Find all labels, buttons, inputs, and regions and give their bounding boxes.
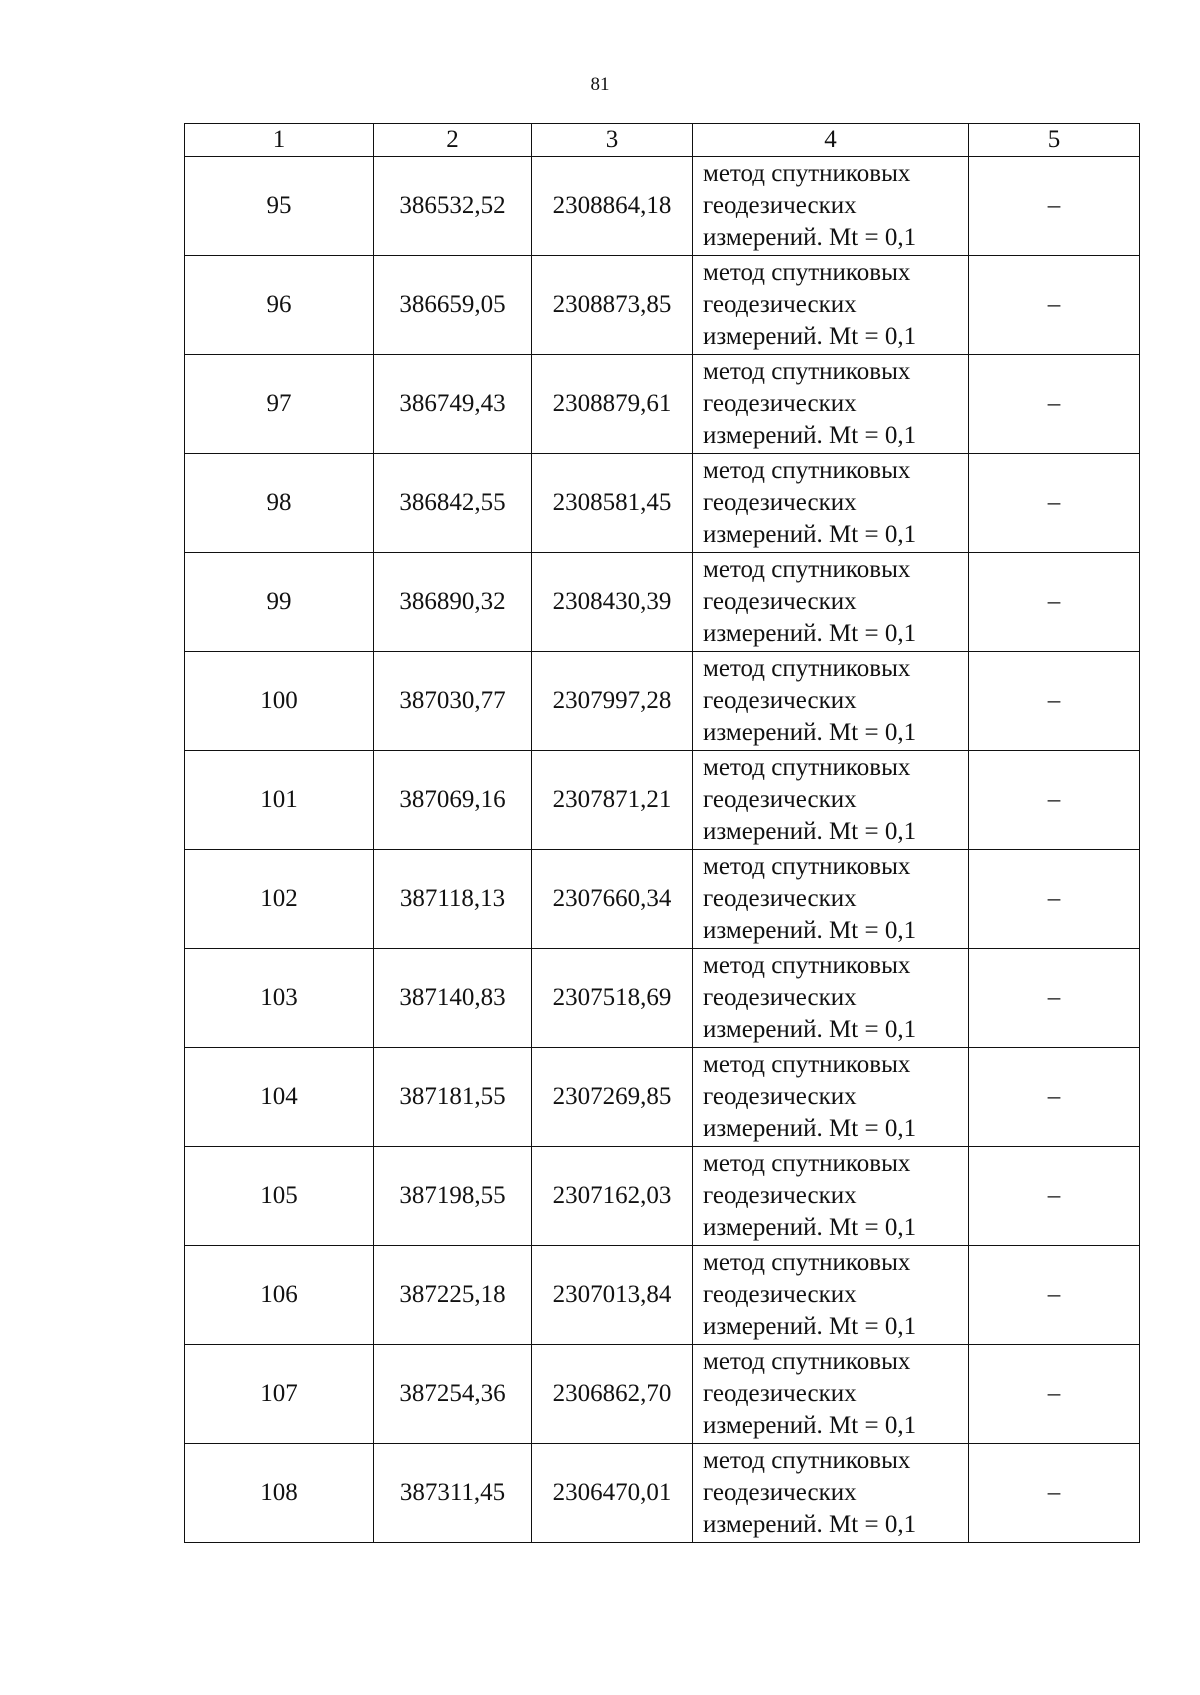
method-line: геодезических — [703, 1479, 857, 1506]
method-line: измерений. Mt = 0,1 — [703, 719, 917, 746]
method-cell — [693, 157, 969, 256]
method-cell — [693, 751, 969, 850]
y-coordinate-cell: 2307871,21 — [532, 751, 693, 850]
y-coordinate-cell: 2306862,70 — [532, 1345, 693, 1444]
table-body — [185, 157, 1140, 1543]
x-coordinate-cell: 386842,55 — [374, 454, 532, 553]
method-line: геодезических — [703, 588, 857, 615]
method-line: измерений. Mt = 0,1 — [703, 422, 917, 449]
method-line: измерений. Mt = 0,1 — [703, 1511, 917, 1538]
header-row — [185, 124, 1140, 157]
point-number-cell: 99 — [185, 553, 374, 652]
method-cell — [693, 1444, 969, 1543]
point-number-cell: 104 — [185, 1048, 374, 1147]
note-cell: – — [969, 454, 1140, 553]
y-coordinate-cell: 2308864,18 — [532, 157, 693, 256]
x-coordinate-cell: 387198,55 — [374, 1147, 532, 1246]
method-line: геодезических — [703, 192, 857, 219]
table-row — [185, 652, 1140, 751]
method-line: измерений. Mt = 0,1 — [703, 521, 917, 548]
method-line: метод спутниковых — [703, 259, 911, 286]
method-cell — [693, 553, 969, 652]
method-line: измерений. Mt = 0,1 — [703, 1412, 917, 1439]
x-coordinate-cell: 386749,43 — [374, 355, 532, 454]
note-cell: – — [969, 256, 1140, 355]
method-line: метод спутниковых — [703, 754, 911, 781]
method-line: геодезических — [703, 1182, 857, 1209]
method-line: измерений. Mt = 0,1 — [703, 1313, 917, 1340]
method-line: метод спутниковых — [703, 457, 911, 484]
header-col-4: 4 — [693, 124, 969, 157]
method-line: измерений. Mt = 0,1 — [703, 620, 917, 647]
x-coordinate-cell: 387140,83 — [374, 949, 532, 1048]
method-line: метод спутниковых — [703, 1150, 911, 1177]
method-line: геодезических — [703, 984, 857, 1011]
note-cell: – — [969, 751, 1140, 850]
method-line: геодезических — [703, 687, 857, 714]
x-coordinate-cell: 387181,55 — [374, 1048, 532, 1147]
method-cell — [693, 355, 969, 454]
method-line: геодезических — [703, 390, 857, 417]
method-cell — [693, 850, 969, 949]
table-row — [185, 1246, 1140, 1345]
table-row — [185, 751, 1140, 850]
method-line: геодезических — [703, 786, 857, 813]
method-line: метод спутниковых — [703, 952, 911, 979]
table-row — [185, 1444, 1140, 1543]
note-cell: – — [969, 949, 1140, 1048]
header-col-2: 2 — [374, 124, 532, 157]
note-cell: – — [969, 652, 1140, 751]
y-coordinate-cell: 2307518,69 — [532, 949, 693, 1048]
point-number-cell: 97 — [185, 355, 374, 454]
point-number-cell: 96 — [185, 256, 374, 355]
note-cell: – — [969, 1444, 1140, 1543]
method-line: геодезических — [703, 1380, 857, 1407]
point-number-cell: 103 — [185, 949, 374, 1048]
table-row — [185, 1048, 1140, 1147]
coordinates-table — [184, 123, 1140, 1543]
header-col-5: 5 — [969, 124, 1140, 157]
method-cell — [693, 652, 969, 751]
point-number-cell: 95 — [185, 157, 374, 256]
point-number-cell: 107 — [185, 1345, 374, 1444]
method-line: метод спутниковых — [703, 160, 911, 187]
method-line: геодезических — [703, 1083, 857, 1110]
header-col-3: 3 — [532, 124, 693, 157]
x-coordinate-cell: 386890,32 — [374, 553, 532, 652]
x-coordinate-cell: 387225,18 — [374, 1246, 532, 1345]
y-coordinate-cell: 2307997,28 — [532, 652, 693, 751]
y-coordinate-cell: 2307162,03 — [532, 1147, 693, 1246]
method-cell — [693, 1345, 969, 1444]
method-cell — [693, 1048, 969, 1147]
table-row — [185, 355, 1140, 454]
x-coordinate-cell: 387030,77 — [374, 652, 532, 751]
method-line: метод спутниковых — [703, 853, 911, 880]
method-line: измерений. Mt = 0,1 — [703, 1016, 917, 1043]
table-row — [185, 553, 1140, 652]
method-line: метод спутниковых — [703, 358, 911, 385]
method-line: метод спутниковых — [703, 1249, 911, 1276]
method-line: измерений. Mt = 0,1 — [703, 818, 917, 845]
point-number-cell: 106 — [185, 1246, 374, 1345]
point-number-cell: 108 — [185, 1444, 374, 1543]
y-coordinate-cell: 2308879,61 — [532, 355, 693, 454]
method-line: измерений. Mt = 0,1 — [703, 224, 917, 251]
method-line: измерений. Mt = 0,1 — [703, 1214, 917, 1241]
method-line: метод спутниковых — [703, 655, 911, 682]
point-number-cell: 98 — [185, 454, 374, 553]
method-cell — [693, 1246, 969, 1345]
table-row — [185, 454, 1140, 553]
note-cell: – — [969, 1345, 1140, 1444]
method-line: измерений. Mt = 0,1 — [703, 1115, 917, 1142]
point-number-cell: 105 — [185, 1147, 374, 1246]
x-coordinate-cell: 387118,13 — [374, 850, 532, 949]
note-cell: – — [969, 1048, 1140, 1147]
table-row — [185, 1147, 1140, 1246]
x-coordinate-cell: 387254,36 — [374, 1345, 532, 1444]
method-line: геодезических — [703, 885, 857, 912]
note-cell: – — [969, 553, 1140, 652]
method-line: геодезических — [703, 1281, 857, 1308]
x-coordinate-cell: 387069,16 — [374, 751, 532, 850]
header-col-1: 1 — [185, 124, 374, 157]
method-line: метод спутниковых — [703, 1348, 911, 1375]
table-row — [185, 949, 1140, 1048]
y-coordinate-cell: 2308581,45 — [532, 454, 693, 553]
y-coordinate-cell: 2308873,85 — [532, 256, 693, 355]
method-line: измерений. Mt = 0,1 — [703, 917, 917, 944]
note-cell: – — [969, 1246, 1140, 1345]
method-cell — [693, 256, 969, 355]
x-coordinate-cell: 387311,45 — [374, 1444, 532, 1543]
method-cell — [693, 949, 969, 1048]
y-coordinate-cell: 2308430,39 — [532, 553, 693, 652]
x-coordinate-cell: 386659,05 — [374, 256, 532, 355]
table-row — [185, 157, 1140, 256]
x-coordinate-cell: 386532,52 — [374, 157, 532, 256]
y-coordinate-cell: 2307660,34 — [532, 850, 693, 949]
table-header — [185, 124, 1140, 157]
y-coordinate-cell: 2307013,84 — [532, 1246, 693, 1345]
y-coordinate-cell: 2307269,85 — [532, 1048, 693, 1147]
y-coordinate-cell: 2306470,01 — [532, 1444, 693, 1543]
table-row — [185, 850, 1140, 949]
point-number-cell: 102 — [185, 850, 374, 949]
table-row — [185, 256, 1140, 355]
method-line: метод спутниковых — [703, 1051, 911, 1078]
note-cell: – — [969, 1147, 1140, 1246]
method-line: метод спутниковых — [703, 1447, 911, 1474]
note-cell: – — [969, 157, 1140, 256]
point-number-cell: 100 — [185, 652, 374, 751]
method-line: геодезических — [703, 489, 857, 516]
note-cell: – — [969, 355, 1140, 454]
method-line: метод спутниковых — [703, 556, 911, 583]
method-line: геодезических — [703, 291, 857, 318]
method-line: измерений. Mt = 0,1 — [703, 323, 917, 350]
page-number: 81 — [590, 74, 610, 95]
table-row — [185, 1345, 1140, 1444]
method-cell — [693, 454, 969, 553]
note-cell: – — [969, 850, 1140, 949]
method-cell — [693, 1147, 969, 1246]
point-number-cell: 101 — [185, 751, 374, 850]
